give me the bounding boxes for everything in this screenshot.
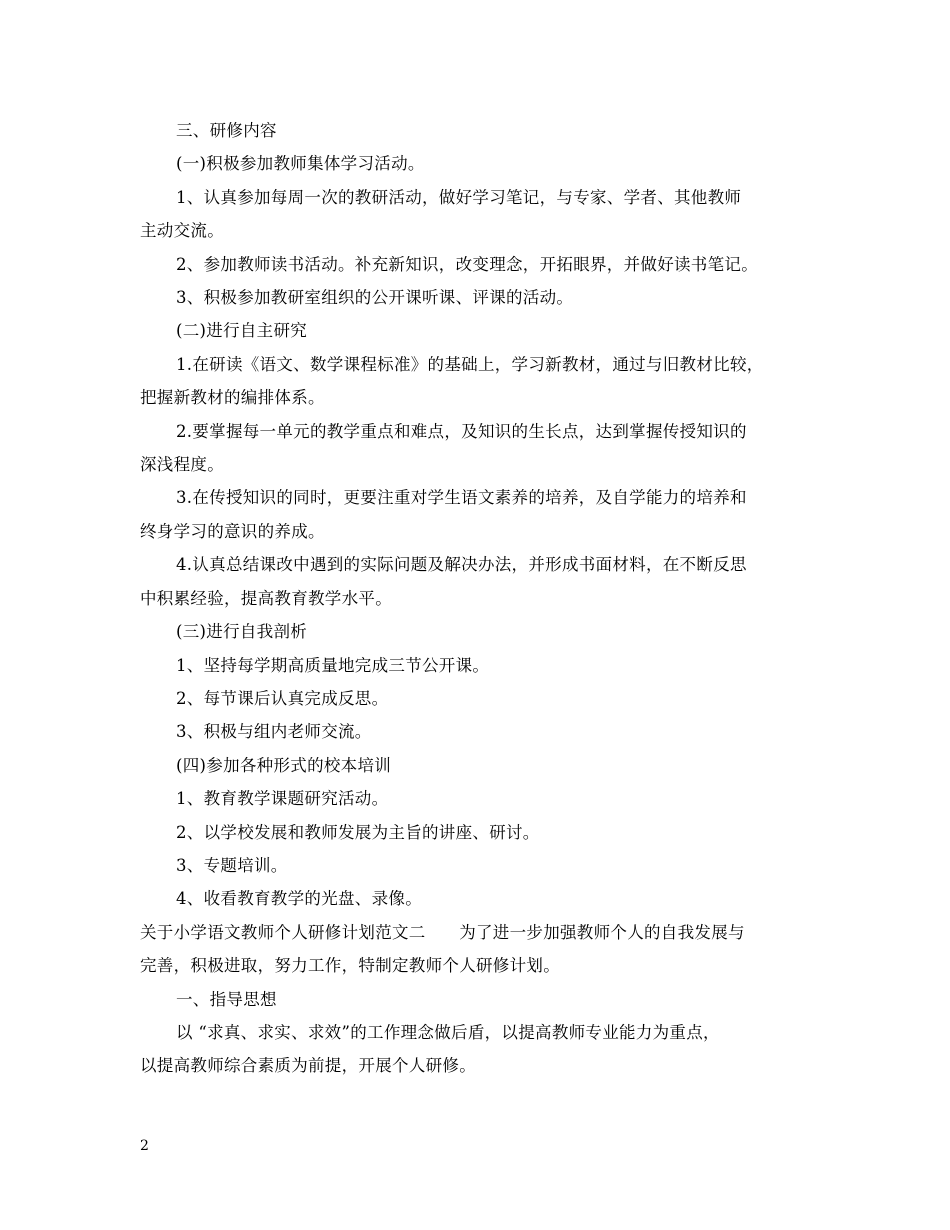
paragraph-line: 3、专题培训。 — [176, 855, 288, 875]
document-body — [140, 114, 820, 1083]
paragraph-line: 1、认真参加每周一次的教研活动，做好学习笔记，与专家、学者、其他教师 — [176, 187, 742, 207]
subsection-heading: (三)进行自我剖析 — [176, 622, 308, 642]
page-number: 2 — [140, 1138, 149, 1154]
paragraph-line: 2、参加教师读书活动。补充新知识，改变理念，开拓眼界，并做好读书笔记。 — [176, 254, 758, 274]
paragraph-line: 1、教育教学课题研究活动。 — [176, 789, 389, 809]
paragraph-line: 4.认真总结课改中遇到的实际问题及解决办法，并形成书面材料，在不断反思 — [176, 555, 747, 575]
subsection-heading: (一)积极参加教师集体学习活动。 — [176, 154, 425, 174]
paragraph-line: 深浅程度。 — [140, 455, 224, 475]
section-heading: 三、研修内容 — [176, 121, 277, 140]
paragraph-line: 把握新教材的编排体系。 — [140, 388, 325, 408]
paragraph-line: 3.在传授知识的同时，更要注重对学生语文素养的培养，及自学能力的培养和 — [176, 488, 747, 508]
paragraph-line: 2、以学校发展和教师发展为主旨的讲座、研讨。 — [176, 822, 540, 842]
paragraph-line: 3、积极参加教研室组织的公开课听课、评课的活动。 — [176, 288, 574, 308]
paragraph-line: 终身学习的意识的养成。 — [140, 521, 325, 541]
paragraph-line: 3、积极与组内老师交流。 — [176, 722, 372, 742]
subsection-heading: (四)参加各种形式的校本培训 — [176, 755, 392, 775]
paragraph-line: 以 “求真、求实、求效”的工作理念做后盾，以提高教师专业能力为重点， — [176, 1022, 720, 1042]
section-heading: 一、指导思想 — [176, 989, 277, 1009]
paragraph-line: 完善，积极进取，努力工作，特制定教师个人研修计划。 — [140, 956, 560, 976]
paragraph-line: 2、每节课后认真完成反思。 — [176, 688, 389, 708]
paragraph-line: 4、收看教育教学的光盘、录像。 — [176, 889, 422, 909]
paragraph-line: 1、坚持每学期高质量地完成三节公开课。 — [176, 655, 490, 675]
paragraph-line: 主动交流。 — [140, 221, 224, 241]
subsection-heading: (二)进行自主研究 — [176, 321, 308, 341]
paragraph-line: 1.在研读《语文、数学课程标准》的基础上，学习新教材，通过与旧教材比较， — [176, 354, 764, 374]
paragraph-line: 2.要掌握每一单元的教学重点和难点，及知识的生长点，达到掌握传授知识的 — [176, 421, 747, 441]
article-title-line: 关于小学语文教师个人研修计划范文二 为了进一步加强教师个人的自我发展与 — [140, 922, 745, 942]
paragraph-line: 以提高教师综合素质为前提，开展个人研修。 — [140, 1056, 476, 1076]
paragraph-line: 中积累经验，提高教育教学水平。 — [140, 588, 392, 608]
